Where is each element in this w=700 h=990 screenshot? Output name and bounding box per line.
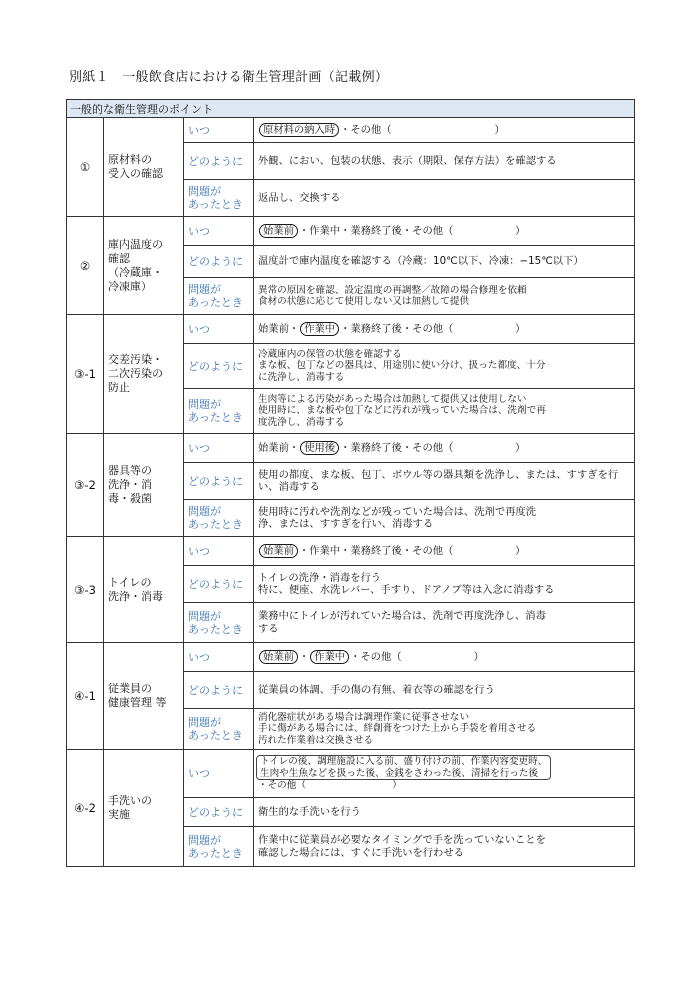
circled-option: 始業前 [259,650,298,665]
section-name: 原材料の 受入の確認 [104,118,184,217]
how-cell: 衛生的な手洗いを行う [254,798,635,827]
problem-cell: 業務中にトイレが汚れていた場合は、洗剤で再度洗浄し、消毒 する [254,603,635,643]
when-cell: 始業前・ 作業中 ・業務終了後・その他（ ） [254,315,635,344]
when-label: いつ [184,315,254,344]
when-label: いつ [184,750,254,798]
circled-option: 始業前 [259,224,298,239]
how-cell: 従業員の体調、手の傷の有無、着衣等の確認を行う [254,672,635,709]
section-name: 従業員の 健康管理 等 [104,643,184,750]
when-cell [254,750,635,798]
section-number: ③-3 [67,537,104,643]
how-label: どのように [184,798,254,827]
section-number: ④-2 [67,750,104,867]
when-cell: 始業前 ・作業中・業務終了後・その他（ ） [254,217,635,246]
how-cell: 外観、におい、包装の状態、表示（期限、保存方法）を確認する [254,143,635,180]
problem-label: 問題が あったとき [184,180,254,217]
circled-option: 原材料の納入時 [259,123,339,138]
section-number: ④-1 [67,643,104,750]
how-label: どのように [184,566,254,603]
how-cell: 使用の都度、まな板、包丁、ボウル等の器具類を洗浄し、または、すすぎを行い、消毒する [254,463,635,500]
circled-option: 使用後 [300,441,339,456]
problem-cell: 使用時に汚れや洗剤などが残っていた場合は、洗剤で再度洗 浄、または、すすぎを行い、消毒する [254,500,635,537]
how-cell: 冷蔵庫内の保管の状態を確認する まな板、包丁などの器具は、用途別に使い分け、扱った都度、十分 に洗浄し、消毒する [254,344,635,389]
how-label: どのように [184,246,254,278]
problem-cell: 異常の原因を確認、設定温度の再調整／故障の場合修理を依頼 食材の状態に応じて使用しない又は加熱して提供 [254,278,635,315]
how-label: どのように [184,463,254,500]
hygiene-plan-table [66,99,635,867]
when-label: いつ [184,118,254,143]
how-cell: トイレの洗浄・消毒を行う 特に、便座、水洗レバー、手すり、ドアノブ等は入念に消毒する [254,566,635,603]
section-number: ③-2 [67,434,104,537]
how-label: どのように [184,143,254,180]
when-label: いつ [184,643,254,672]
circled-timing-box: トイレの後、調理施設に入る前、盛り付けの前、作業内容変更時、 生肉や生魚などを扱った後、金銭をさわった後、清掃を行った後 [256,755,551,780]
when-cell: 始業前 ・作業中・業務終了後・その他（ ） [254,537,635,566]
section-number: ③-1 [67,315,104,434]
section-number: ① [67,118,104,217]
problem-cell: 返品し、交換する [254,180,635,217]
circled-option: 作業中 [300,322,339,337]
problem-cell: 消化器症状がある場合は調理作業に従事させない 手に傷がある場合には、絆創膏をつけた上から手袋を着用させる 汚れた作業着は交換させる [254,709,635,750]
table-header: 一般的な衛生管理のポイント [67,100,635,118]
problem-label: 問題が あったとき [184,827,254,867]
problem-label: 問題が あったとき [184,500,254,537]
when-cell: 始業前・ 使用後 ・業務終了後・その他（ ） [254,434,635,463]
section-number: ② [67,217,104,315]
how-cell: 温度計で庫内温度を確認する（冷蔵：10℃以下、冷凍：−15℃以下） [254,246,635,278]
when-label: いつ [184,537,254,566]
how-label: どのように [184,344,254,389]
when-cell: 始業前 ・ 作業中 ・その他（ ） [254,643,635,672]
when-cell: 原材料の納入時 ・その他（ ） [254,118,635,143]
problem-label: 問題が あったとき [184,278,254,315]
when-label: いつ [184,217,254,246]
section-name: 器具等の 洗浄・消 毒・殺菌 [104,434,184,537]
problem-label: 問題が あったとき [184,709,254,750]
section-name: 庫内温度の 確認 （冷蔵庫・ 冷凍庫） [104,217,184,315]
problem-cell: 生肉等による汚染があった場合は加熱して提供又は使用しない 使用時に、まな板や包丁などに汚れが残っていた場合は、洗剤で再 度洗浄し、消毒する [254,389,635,434]
section-name: 手洗いの 実施 [104,750,184,867]
circled-option: 始業前 [259,544,298,559]
how-label: どのように [184,672,254,709]
problem-label: 問題が あったとき [184,603,254,643]
document-title: 別紙１ 一般飲食店における衛生管理計画（記載例） [69,70,389,85]
section-name: 交差汚染・ 二次汚染の 防止 [104,315,184,434]
problem-cell: 作業中に従業員が必要なタイミングで手を洗っていないことを 確認した場合には、すぐに手洗いを行わせる [254,827,635,867]
circled-option: 作業中 [310,650,349,665]
when-label: いつ [184,434,254,463]
when-other: ・その他（ ） [258,780,402,792]
section-name: トイレの 洗浄・消毒 [104,537,184,643]
problem-label: 問題が あったとき [184,389,254,434]
